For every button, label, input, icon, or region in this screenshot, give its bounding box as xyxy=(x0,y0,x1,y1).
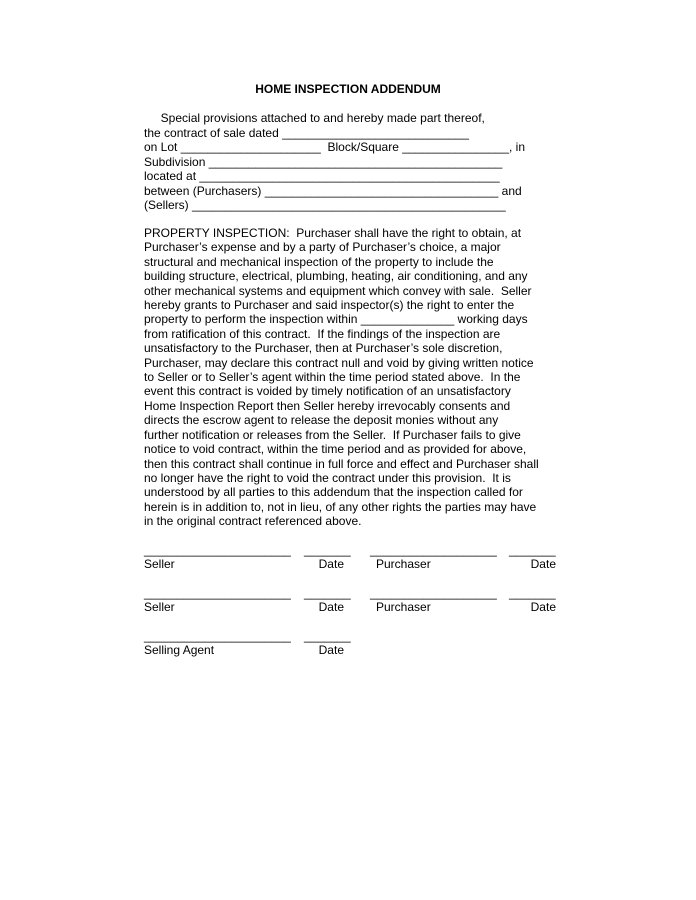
intro-line-5: located at _____________________________________________ xyxy=(144,169,500,183)
body-line: directs the escrow agent to release the deposit monies without any xyxy=(144,413,499,428)
intro-line-1: Special provisions attached to and hereby made part thereof, xyxy=(144,111,485,125)
body-line: other mechanical systems and equipment which convey with sale. Seller xyxy=(144,283,532,298)
body-line: then this contract shall continue in full force and effect and Purchaser shall xyxy=(144,456,539,471)
selling-agent-date-line: _______ xyxy=(304,629,351,643)
body-line: no longer have the right to void the contract under this provision. It is xyxy=(144,470,511,485)
seller-label-1: Seller xyxy=(144,557,175,571)
body-line: from ratification of this contract. If the findings of the inspection are xyxy=(144,326,501,341)
intro-line-6: between (Purchasers) ___________________________________ and xyxy=(144,183,522,198)
selling-agent-label: Selling Agent xyxy=(144,643,215,657)
purchaser-label-1: Purchaser xyxy=(376,557,431,571)
body-line: property to perform the inspection within ______________ working days xyxy=(144,312,528,327)
seller-date-line-1: _______ xyxy=(304,543,351,557)
seller-signature-line-1: ______________________ xyxy=(144,543,291,557)
body-line: building structure, electrical, plumbing, heating, air conditioning, and any xyxy=(144,269,528,284)
body-line: Home Inspection Report then Seller hereby irrevocably consents and xyxy=(144,398,511,413)
body-line: event this contract is voided by timely notification of an unsatisfactory xyxy=(144,384,511,399)
body-line: understood by all parties to this addendum that the inspection called for xyxy=(144,485,523,500)
body-line: PROPERTY INSPECTION: Purchaser shall have the right to obtain, at xyxy=(144,226,522,240)
property-inspection-paragraph xyxy=(144,226,564,529)
body-line: hereby grants to Purchaser and said inspector(s) the right to enter the xyxy=(144,298,515,313)
body-line: Purchaser’s expense and by a party of Purchaser’s choice, a major xyxy=(144,240,501,255)
body-line: herein is in addition to, not in lieu, of any other rights the parties may have xyxy=(144,499,537,514)
intro-line-3: on Lot _____________________ Block/Square ________________, in xyxy=(144,140,526,154)
selling-agent-date-label: Date xyxy=(318,643,344,657)
body-line: to Seller or to Seller’s agent within the time period stated above. In the xyxy=(144,370,521,385)
purchaser-date-line-1: _______ xyxy=(509,543,556,557)
seller-date-line-2: _______ xyxy=(304,586,351,600)
purchaser-signature-line-1: ___________________ xyxy=(370,543,497,557)
body-line: in the original contract referenced above. xyxy=(144,514,362,529)
body-line: Purchaser, may declare this contract null and void by giving written notice xyxy=(144,355,534,370)
intro-line-4: Subdivision ____________________________________________ xyxy=(144,154,503,169)
purchaser-signature-line-2: ___________________ xyxy=(370,586,497,600)
body-line: structural and mechanical inspection of the property to include the xyxy=(144,254,494,269)
seller-date-label-1: Date xyxy=(318,557,344,571)
intro-line-7: (Sellers) _______________________________________________ xyxy=(144,198,506,212)
body-line: notice to void contract, within the time period and as provided for above, xyxy=(144,442,527,457)
purchaser-date-label-1: Date xyxy=(530,557,556,571)
purchaser-date-label-2: Date xyxy=(530,600,556,614)
purchaser-date-line-2: _______ xyxy=(509,586,556,600)
seller-date-label-2: Date xyxy=(318,600,344,614)
body-line: unsatisfactory to the Purchaser, then at Purchaser’s sole discretion, xyxy=(144,341,503,356)
document-title: HOME INSPECTION ADDENDUM xyxy=(255,82,441,96)
selling-agent-signature-line: ______________________ xyxy=(144,629,291,643)
intro-line-2: the contract of sale dated ____________________________ xyxy=(144,125,469,140)
seller-label-2: Seller xyxy=(144,600,175,614)
purchaser-label-2: Purchaser xyxy=(376,600,431,614)
body-line: further notification or releases from the Seller. If Purchaser fails to give xyxy=(144,427,521,442)
seller-signature-line-2: ______________________ xyxy=(144,586,291,600)
